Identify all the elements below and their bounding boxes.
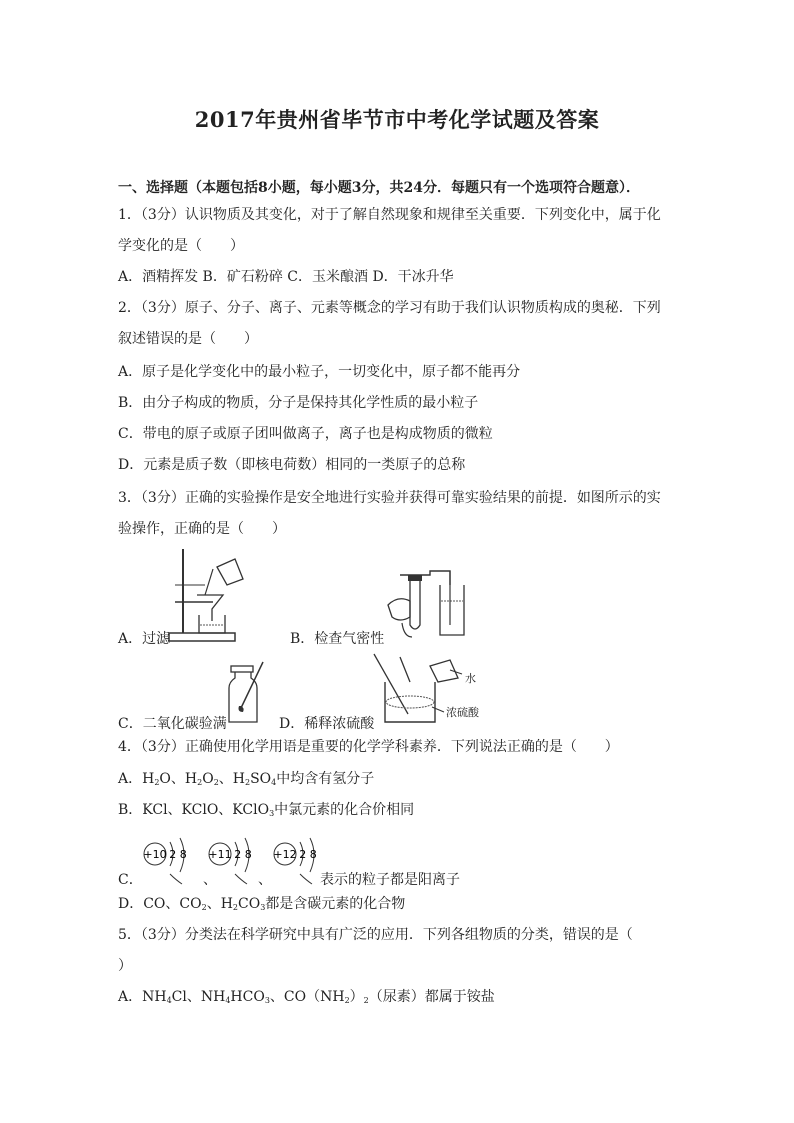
q2-option-d: D．元素是质子数（即核电荷数）相同的一类原子的总称 (118, 457, 466, 473)
q1-stem-line1: 1．（3分）认识物质及其变化，对于了解自然现象和规律至关重要．下列变化中，属于化 (118, 207, 661, 223)
dilute-acid-figure (370, 652, 500, 727)
q1-options: A．酒精挥发 B．矿石粉碎 C．玉米酿酒 D．干冰升华 (118, 269, 454, 285)
q4-stem: 4．（3分）正确使用化学用语是重要的化学学科素养．下列说法正确的是（ ） (118, 739, 619, 755)
q4-option-d: D．CO、$CO_2$、$H_2CO_3$都是含碳元素的化合物 (118, 896, 406, 912)
q5-stem-line1: 5．（3分）分类法在科学研究中具有广泛的应用．下列各组物质的分类，错误的是（ (118, 927, 633, 943)
svg-text:+12: +12 (273, 848, 297, 861)
q1-stem-line2: 学变化的是（ ） (118, 238, 244, 254)
q3-option-d: D．稀释浓硫酸 (279, 716, 375, 732)
airtightness-figure (380, 565, 475, 650)
q2-stem-line2: 叙述错误的是（ ） (118, 331, 258, 347)
page-title: 2017年贵州省毕节市中考化学试题及答案 (194, 107, 600, 132)
q4-option-c-prefix: C． (118, 872, 143, 888)
q3-option-a: A．过滤 (118, 631, 171, 647)
svg-text:+11: +11 (208, 848, 232, 861)
filtration-figure (165, 545, 250, 645)
q2-option-a: A．原子是化学变化中的最小粒子，一切变化中，原子都不能再分 (118, 364, 521, 380)
q5-option-a: A．$NH_4Cl$、$NH_4HCO_3$、$CO(NH_2)_2$（尿素）都属于铵盐 (118, 989, 495, 1005)
q3-option-b: B．检查气密性 (290, 631, 385, 647)
q2-option-b: B．由分子构成的物质，分子是保持其化学性质的最小粒子 (118, 395, 479, 411)
q3-stem-line2: 验操作，正确的是（ ） (118, 521, 286, 537)
svg-text:2 8: 2 8 (169, 848, 187, 861)
svg-text:2 8: 2 8 (299, 848, 317, 861)
q4-option-c-suffix: 表示的粒子都是阳离子 (320, 872, 460, 888)
acid-label: 浓硫酸 (446, 706, 479, 719)
section-heading: 一、选择题（本题包括8小题，每小题3分，共24分．每题只有一个选项符合题意）． (118, 180, 640, 196)
q4-option-a: A．$H_2O$、$H_2O_2$、$H_2SO_4$中均含有氢分子 (118, 771, 375, 787)
q4-option-c-sep1: 、 (203, 872, 217, 888)
q5-stem-line2: ） (118, 958, 132, 974)
water-label: 水 (465, 672, 476, 685)
svg-text:+10: +10 (143, 848, 167, 861)
co2-check-figure (225, 660, 275, 730)
q4-option-b: B．KCl、KClO、KClO$_3$中氯元素的化合价相同 (118, 802, 415, 818)
ion-diagram-1 (140, 838, 200, 884)
q3-option-c: C．二氧化碳验满 (118, 716, 227, 732)
q2-stem-line1: 2．（3分）原子、分子、离子、元素等概念的学习有助于我们认识物质构成的奥秘．下列 (118, 300, 661, 316)
q2-option-c: C．带电的原子或原子团叫做离子，离子也是构成物质的微粒 (118, 426, 493, 442)
q3-stem-line1: 3．（3分）正确的实验操作是安全地进行实验并获得可靠实验结果的前提．如图所示的实 (118, 490, 661, 506)
q4-option-c-sep2: 、 (258, 872, 272, 888)
svg-text:2 8: 2 8 (234, 848, 252, 861)
